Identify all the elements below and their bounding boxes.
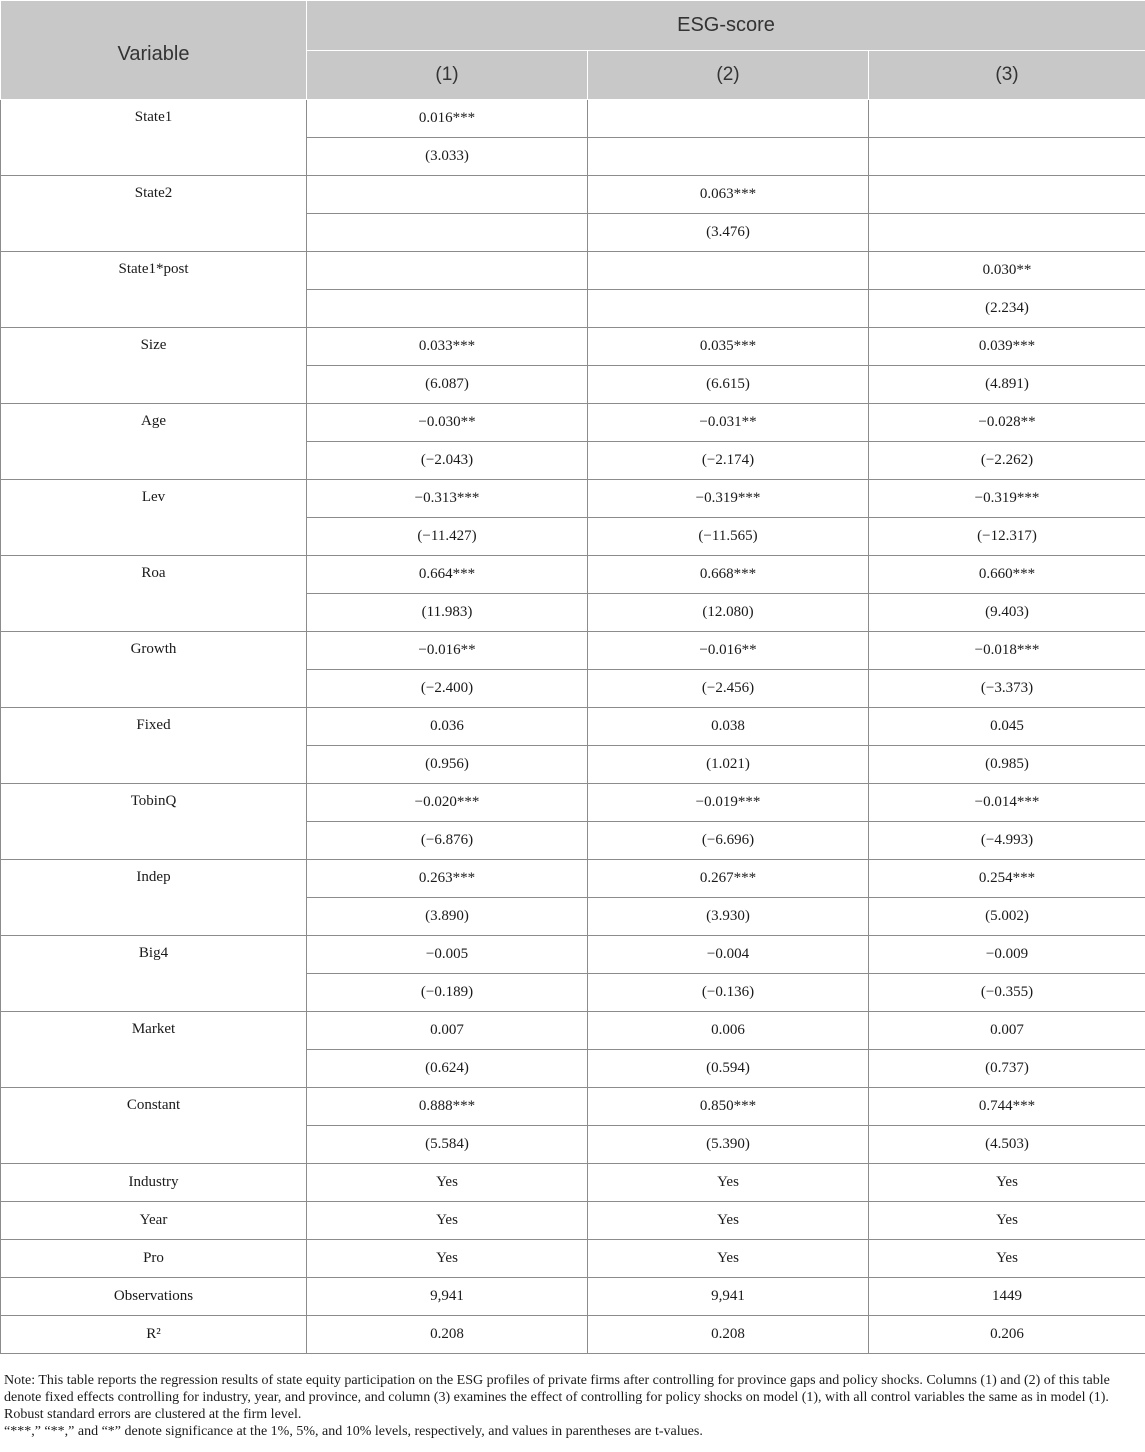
t-value-cell: (0.956) <box>307 746 588 784</box>
t-value-cell: (−4.993) <box>869 822 1145 860</box>
t-value-cell <box>588 138 869 176</box>
variable-label: Big4 <box>1 936 307 1012</box>
value-cell: 0.208 <box>588 1316 869 1354</box>
coefficient-cell: 0.660*** <box>869 556 1145 594</box>
coefficient-cell: −0.018*** <box>869 632 1145 670</box>
table-notes <box>4 1372 1138 1440</box>
t-value-cell: (0.624) <box>307 1050 588 1088</box>
table-row-coef <box>1 100 1145 138</box>
coefficient-cell: −0.319*** <box>588 480 869 518</box>
table-header <box>1 1 1145 100</box>
column-header-1: (1) <box>307 51 588 100</box>
t-value-cell: (0.737) <box>869 1050 1145 1088</box>
coefficient-cell: −0.019*** <box>588 784 869 822</box>
value-cell: Yes <box>307 1202 588 1240</box>
t-value-cell: (−2.456) <box>588 670 869 708</box>
t-value-cell <box>869 214 1145 252</box>
table-row-coef <box>1 784 1145 822</box>
coefficient-cell: −0.030** <box>307 404 588 442</box>
coefficient-cell: −0.313*** <box>307 480 588 518</box>
t-value-cell: (−12.317) <box>869 518 1145 556</box>
table-row-coef <box>1 556 1145 594</box>
t-value-cell: (3.930) <box>588 898 869 936</box>
coefficient-cell: 0.007 <box>307 1012 588 1050</box>
t-value-cell: (3.476) <box>588 214 869 252</box>
table-row-coef <box>1 404 1145 442</box>
t-value-cell: (−6.696) <box>588 822 869 860</box>
coefficient-cell <box>307 176 588 214</box>
coefficient-cell: 0.267*** <box>588 860 869 898</box>
t-value-cell: (−2.174) <box>588 442 869 480</box>
column-header-2: (2) <box>588 51 869 100</box>
coefficient-cell: −0.016** <box>307 632 588 670</box>
t-value-cell: (3.033) <box>307 138 588 176</box>
value-cell: Yes <box>307 1164 588 1202</box>
coefficient-cell: 0.036 <box>307 708 588 746</box>
coefficient-cell: −0.031** <box>588 404 869 442</box>
variable-label: Size <box>1 328 307 404</box>
coefficient-cell: 0.030** <box>869 252 1145 290</box>
table-row <box>1 1240 1145 1278</box>
coefficient-cell <box>588 252 869 290</box>
coefficient-cell: 0.263*** <box>307 860 588 898</box>
t-value-cell: (1.021) <box>588 746 869 784</box>
value-cell: Yes <box>588 1240 869 1278</box>
variable-label: Industry <box>1 1164 307 1202</box>
t-value-cell: (−2.262) <box>869 442 1145 480</box>
coefficient-cell: 0.016*** <box>307 100 588 138</box>
value-cell: Yes <box>588 1202 869 1240</box>
table-row-coef <box>1 328 1145 366</box>
table-row-coef <box>1 480 1145 518</box>
t-value-cell: (11.983) <box>307 594 588 632</box>
variable-label: State1 <box>1 100 307 176</box>
t-value-cell <box>307 290 588 328</box>
variable-label: Growth <box>1 632 307 708</box>
variable-label: Fixed <box>1 708 307 784</box>
t-value-cell: (6.615) <box>588 366 869 404</box>
t-value-cell: (5.390) <box>588 1126 869 1164</box>
coefficient-cell: −0.028** <box>869 404 1145 442</box>
t-value-cell: (−0.355) <box>869 974 1145 1012</box>
table-row <box>1 1278 1145 1316</box>
table-row-coef <box>1 1088 1145 1126</box>
coefficient-cell: −0.004 <box>588 936 869 974</box>
table-row-coef <box>1 860 1145 898</box>
table-row-coef <box>1 632 1145 670</box>
t-value-cell <box>869 138 1145 176</box>
t-value-cell: (4.503) <box>869 1126 1145 1164</box>
value-cell: Yes <box>307 1240 588 1278</box>
t-value-cell: (−0.189) <box>307 974 588 1012</box>
coefficient-cell: −0.014*** <box>869 784 1145 822</box>
coefficient-cell <box>869 176 1145 214</box>
coefficient-cell: 0.038 <box>588 708 869 746</box>
coefficient-cell: 0.045 <box>869 708 1145 746</box>
t-value-cell: (2.234) <box>869 290 1145 328</box>
table-row <box>1 1316 1145 1354</box>
table-row-coef <box>1 252 1145 290</box>
coefficient-cell: −0.005 <box>307 936 588 974</box>
variable-label: State2 <box>1 176 307 252</box>
t-value-cell: (−0.136) <box>588 974 869 1012</box>
table-row-coef <box>1 1012 1145 1050</box>
t-value-cell: (0.594) <box>588 1050 869 1088</box>
t-value-cell: (−11.427) <box>307 518 588 556</box>
t-value-cell: (6.087) <box>307 366 588 404</box>
t-value-cell: (5.002) <box>869 898 1145 936</box>
t-value-cell: (−2.043) <box>307 442 588 480</box>
variable-label: Constant <box>1 1088 307 1164</box>
variable-label: Year <box>1 1202 307 1240</box>
coefficient-cell: 0.007 <box>869 1012 1145 1050</box>
variable-label: Indep <box>1 860 307 936</box>
variable-label: Observations <box>1 1278 307 1316</box>
t-value-cell: (3.890) <box>307 898 588 936</box>
t-value-cell: (12.080) <box>588 594 869 632</box>
value-cell: 9,941 <box>307 1278 588 1316</box>
column-header-3: (3) <box>869 51 1145 100</box>
t-value-cell: (−2.400) <box>307 670 588 708</box>
t-value-cell <box>588 290 869 328</box>
table-row <box>1 1202 1145 1240</box>
coefficient-cell: 0.254*** <box>869 860 1145 898</box>
t-value-cell <box>307 214 588 252</box>
variable-header: Variable <box>1 1 307 100</box>
coefficient-cell: −0.009 <box>869 936 1145 974</box>
variable-label: Age <box>1 404 307 480</box>
value-cell: 0.208 <box>307 1316 588 1354</box>
coefficient-cell: 0.664*** <box>307 556 588 594</box>
value-cell: Yes <box>869 1164 1145 1202</box>
significance-note: “***,” “**,” and “*” denote significance at the 1%, 5%, and 10% levels, respectively, and values in parentheses are t-values. <box>4 1424 703 1439</box>
variable-label: TobinQ <box>1 784 307 860</box>
coefficient-cell: −0.016** <box>588 632 869 670</box>
value-cell: 0.206 <box>869 1316 1145 1354</box>
t-value-cell: (5.584) <box>307 1126 588 1164</box>
t-value-cell: (0.985) <box>869 746 1145 784</box>
table-row <box>1 1164 1145 1202</box>
coefficient-cell: 0.850*** <box>588 1088 869 1126</box>
esg-score-header: ESG-score <box>307 1 1145 51</box>
value-cell: 1449 <box>869 1278 1145 1316</box>
value-cell: Yes <box>869 1202 1145 1240</box>
coefficient-cell: 0.033*** <box>307 328 588 366</box>
value-cell: Yes <box>869 1240 1145 1278</box>
variable-label: Pro <box>1 1240 307 1278</box>
coefficient-cell: 0.035*** <box>588 328 869 366</box>
t-value-cell: (4.891) <box>869 366 1145 404</box>
variable-label: R² <box>1 1316 307 1354</box>
coefficient-cell <box>588 100 869 138</box>
variable-label: Market <box>1 1012 307 1088</box>
coefficient-cell: 0.063*** <box>588 176 869 214</box>
t-value-cell: (−3.373) <box>869 670 1145 708</box>
table-row-coef <box>1 176 1145 214</box>
table-row-coef <box>1 936 1145 974</box>
coefficient-cell: 0.039*** <box>869 328 1145 366</box>
table-row-coef <box>1 708 1145 746</box>
table-body <box>1 100 1145 1354</box>
coefficient-cell: −0.020*** <box>307 784 588 822</box>
coefficient-cell: 0.744*** <box>869 1088 1145 1126</box>
variable-label: Lev <box>1 480 307 556</box>
t-value-cell: (−11.565) <box>588 518 869 556</box>
coefficient-cell: 0.888*** <box>307 1088 588 1126</box>
value-cell: Yes <box>588 1164 869 1202</box>
value-cell: 9,941 <box>588 1278 869 1316</box>
note-text: Note: This table reports the regression results of state equity participation on the ESG profiles of private firms after controlling for province gaps and policy shocks. Columns (1) and (2) of this table denote fixed effects controlling for industry, year, and province, and column (3) examines the effect of controlling for policy shocks on model (1), with all control variables the same as in model (1). Robust standard errors are clustered at the firm level. <box>4 1373 1110 1422</box>
variable-label: Roa <box>1 556 307 632</box>
coefficient-cell <box>869 100 1145 138</box>
coefficient-cell <box>307 252 588 290</box>
coefficient-cell: −0.319*** <box>869 480 1145 518</box>
coefficient-cell: 0.006 <box>588 1012 869 1050</box>
variable-label: State1*post <box>1 252 307 328</box>
t-value-cell: (−6.876) <box>307 822 588 860</box>
t-value-cell: (9.403) <box>869 594 1145 632</box>
coefficient-cell: 0.668*** <box>588 556 869 594</box>
